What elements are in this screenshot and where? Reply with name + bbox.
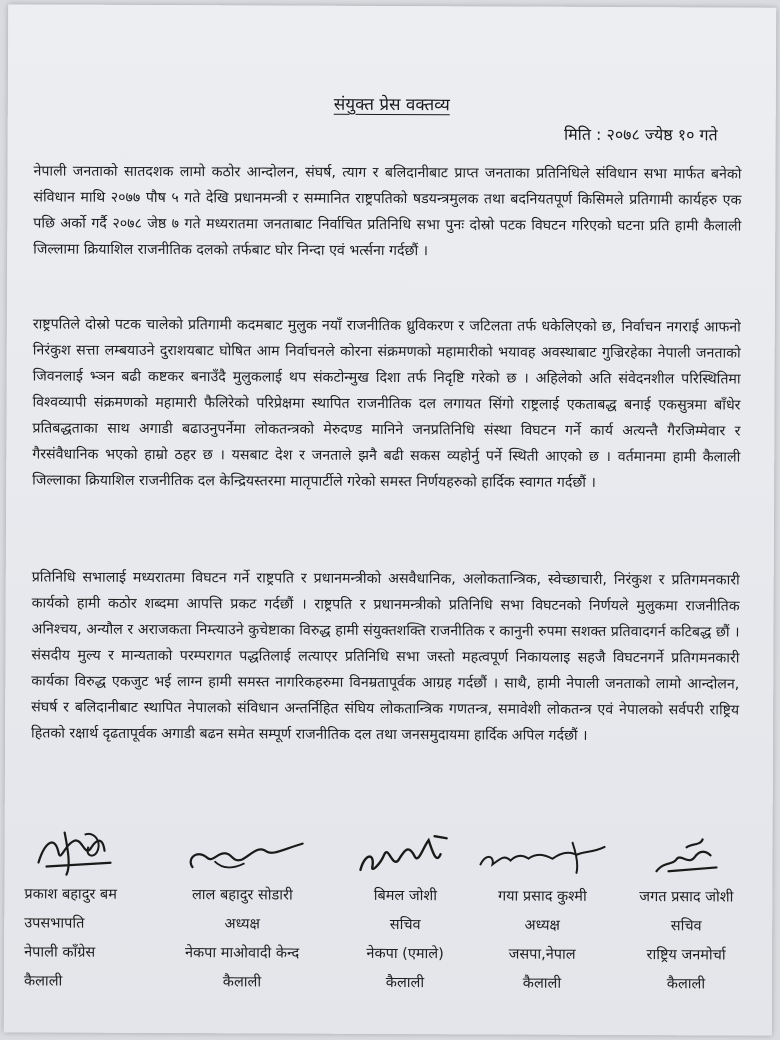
- signature-2-handwritten: [162, 823, 322, 882]
- signatory-2-party: नेकपा माओवादी केन्द: [184, 945, 300, 962]
- signature-5-handwritten: [616, 825, 756, 884]
- signatory-4: [472, 824, 613, 999]
- signature-4-handwritten: [472, 824, 612, 883]
- press-statement-page: [4, 4, 776, 1035]
- signatory-4-party: जसपा,नेपाल: [508, 946, 576, 963]
- signatory-5-party: राष्ट्रिय जनमोर्चा: [646, 947, 726, 964]
- signatory-3-party: नेकपा (एमाले): [366, 945, 444, 963]
- paragraph-3: प्रतिनिधि सभालाई मध्यरातमा विघटन गर्ने राष्ट्रपति र प्रधानमन्त्रीको असवैधानिक, अलोकतान्त्रिक, स्वेच्छाचारी, निरंकुश र प्रतिगमनकारी कार्यको हामी कठोर शब्दमा आपत्ति प्रकट गर्दछौं । राष्ट्रपति र प्रधानमन्त्रीको प्रतिनिधि सभा विघटनको निर्णयले मुलुकमा राजनीतिक अनिश्चय, अन्यौल र अराजकता निम्त्याउने कुचेष्टाका विरुद्ध हामी संयुक्तशक्ति राजनीतिक र कानुनी रुपमा सशक्त प्रतिवादगर्न कटिबद्ध छौं । संसदीय मुल्य र मान्यताको परम्परागत पद्धतिलाई लत्याएर प्रतिनिधि सभा जस्तो महत्वपूर्ण निकायलाइ सहजै विघटनगर्ने प्रतिगमनकारी कार्यका विरुद्ध एकजुट भई लाग्न हामी समस्त नागरिकहरुमा विनम्रतापूर्वक आग्रह गर्दछौं । साथै, हामी नेपाली जनताको लामो आन्दोलन, संघर्ष र बलिदानीबाट स्थापित नेपालको संविधान अन्तर्निहित संघिय लोकतान्त्रिक गणतन्त्र, समावेशी लोकतन्त्र एवं नेपालको सर्वपरी राष्ट्रिय हितको रक्षार्थ दृढतापूर्वक अगाडी बढन समेत सम्पूर्ण राजनीतिक दल तथा जनसमुदायमा हार्दिक अपिल गर्दछौं ।: [31, 569, 740, 744]
- signatory-1-name: प्रकाश बहादुर बम: [24, 886, 117, 903]
- signatory-2: [162, 823, 323, 998]
- signatory-5: [616, 825, 757, 1000]
- signatory-3: [350, 824, 461, 998]
- signatory-3-name: बिमल जोशी: [373, 887, 438, 905]
- signatory-1: [24, 822, 185, 997]
- signatory-5-name: जगत प्रसाद जोशी: [639, 889, 734, 906]
- signatory-1-position: उपसभापति: [24, 915, 85, 932]
- document-title: संयुक्त प्रेस वक्तव्य: [333, 94, 450, 116]
- signature-3-handwritten: [350, 824, 460, 882]
- signatory-4-name: गया प्रसाद कुश्मी: [497, 888, 587, 905]
- signatory-3-district: कैलाली: [385, 974, 425, 992]
- signatory-2-name: लाल बहादुर सोडारी: [191, 887, 293, 904]
- signatory-4-district: कैलाली: [522, 975, 562, 992]
- signatory-4-position: अध्यक्ष: [524, 917, 560, 934]
- signatory-1-district: कैलाली: [23, 973, 63, 990]
- document-date: मिति : २०७८ ज्येष्ठ १० गते: [563, 124, 718, 145]
- paragraph-2: राष्ट्रपतिले दोस्रो पटक चालेको प्रतिगामी कदमबाट मुलुक नयाँ राजनीतिक ध्रुविकरण र जटिलता तर्फ धकेलिएको छ, निर्वाचन नगराई आफनो निरंकुश सत्ता लम्बयाउने दुराशयबाट घोषित आम निर्वाचनले कोरना संक्रमणको महामारीको भयावह अवस्थाबाट गुज्रिरहेका नेपाली जनताको जिवनलाई भ्ञन बढी कष्टकर बनाउँदै मुलुकलाई थप संकटोन्मुख दिशा तर्फ निदृष्टि गरेको छ । अहिलेको अति संवेदनशील परिस्थितिमा विश्वव्यापी संक्रमणको महामारी फैलिरेको परिप्रेक्षमा स्थापित राजनीतिक दल लगायत सिंगो राष्ट्रलाई एकताबद्ध बनाई एकसुत्रमा बाँधेर प्रतिबद्धताका साथ अगाडी बढाउनुपर्नेमा लोकतन्त्रको मेरुदण्ड मानिने जनप्रतिनिधि संस्था विघटन गर्ने कार्य अत्यन्तै गैरजिम्मेवार र गैरसंवैधानिक भएको हाम्रो ठहर छ । यसबाट देश र जनताले झनै बढी सकस व्यहोर्नु पर्ने स्थिती आएको छ । वर्तमानमा हामी कैलाली जिल्लाका क्रियाशिल राजनीतिक दल केन्द्रियस्तरमा मातृपार्टीले गरेको समस्त निर्णयहरुको हार्दिक स्वागत गर्दछौं ।: [32, 316, 741, 491]
- signatory-5-district: कैलाली: [666, 976, 706, 993]
- signatory-3-position: सचिव: [389, 917, 421, 934]
- paragraph-1: नेपाली जनताको सातदशक लामो कठोर आन्दोलन, संघर्ष, त्याग र बलिदानीबाट प्राप्त जनताका प्रतिनिधिले संविधान सभा मार्फत बनेको संविधान माथि २०७७ पौष ५ गते देखि प्रधानमन्त्री र सम्मानित राष्ट्रपतिको षडयन्त्रमुलक तथा बदनियतपूर्ण किसिमले प्रतिगामी कार्यहरु एक पछि अर्को गर्दै २०७८ जेष्ठ ७ गते मध्यरातमा जनताबाट निर्वाचित प्रतिनिधि सभा पुनः दोस्रो पटक विघटन गरिएको घटना प्रति हामी कैलाली जिल्लामा क्रियाशिल राजनीतिक दलको तर्फबाट घोर निन्दा एवं भर्त्सना गर्दछौं ।: [33, 163, 742, 260]
- signatory-1-party: नेपाली काँग्रेस: [24, 944, 96, 961]
- signatory-2-district: कैलाली: [222, 974, 262, 991]
- signatory-5-position: सचिव: [670, 918, 702, 935]
- signatory-2-position: अध्यक्ष: [224, 916, 260, 933]
- signature-1-handwritten: [24, 822, 154, 881]
